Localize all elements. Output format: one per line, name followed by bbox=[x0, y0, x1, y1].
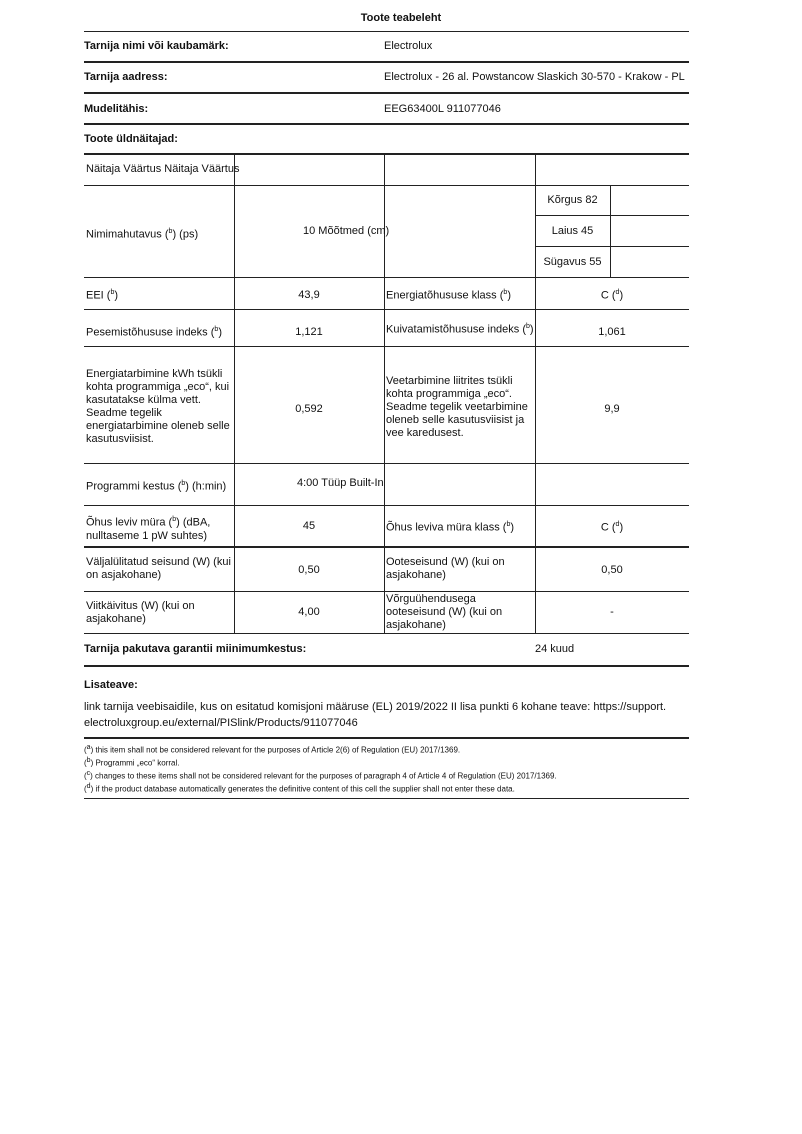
divider bbox=[84, 92, 689, 94]
eei-label: EEI ($^b$) bbox=[86, 289, 119, 302]
footnote-b: ($^b$) Programmi „eco“ korral. bbox=[84, 757, 180, 768]
drying-index-label: Kuivatamistõhususe indeks ($^b$) bbox=[386, 323, 534, 336]
energy-class-value: C ($^d$) bbox=[600, 289, 624, 302]
table-line bbox=[84, 277, 689, 278]
supplier-address: Electrolux - 26 al. Powstancow Slaskich 30-570 - Krakow - PL bbox=[384, 71, 685, 83]
supplier-address-label: Tarnija aadress: bbox=[84, 71, 168, 83]
general-parameters-label: Toote üldnäitajad: bbox=[84, 133, 178, 145]
table-line bbox=[84, 346, 689, 347]
energy-class-label: Energiatõhususe klass ($^b$) bbox=[386, 289, 511, 302]
table-line bbox=[84, 185, 689, 186]
model-identifier: EEG63400L 911077046 bbox=[384, 103, 501, 115]
model-label: Mudelitähis: bbox=[84, 103, 149, 115]
supplier-name: Electrolux bbox=[384, 40, 433, 52]
capacity-value: 10 Mõõtmed (cm) bbox=[303, 225, 390, 237]
divider bbox=[84, 798, 689, 799]
additional-info-text: link tarnija veebisaidile, kus on esitatud komisjoni määruse (EL) 2019/2022 II lisa punkti 6 kohane teave: https://support. electroluxgroup.eu/external/PISlink/Products/911077046 bbox=[84, 701, 667, 729]
divider bbox=[84, 123, 689, 125]
standby-label: Ooteseisund (W) (kui on asjakohane) bbox=[386, 556, 505, 581]
table-line bbox=[610, 185, 611, 277]
networked-standby-label: Võrguühendusega ooteseisund (W) (kui on asjakohane) bbox=[386, 593, 503, 631]
water-consumption-label: Veetarbimine liitrites tsükli kohta programmiga „eco“. Seadme tegelik veetarbimine oleneb selle kasutusviisist ja vee karedusest. bbox=[386, 375, 528, 439]
divider bbox=[84, 31, 689, 32]
divider bbox=[84, 61, 689, 63]
energy-consumption-label: Energiatarbimine kWh tsükli kohta programmiga „eco“, kui kasutatakse külma vett. Seadme tegelik energiatarbimine oleneb selle kasutusviisist. bbox=[86, 368, 230, 445]
noise-value: 45 bbox=[302, 520, 316, 532]
table-line bbox=[535, 246, 689, 247]
noise-class-label: Õhus leviva müra klass ($^b$) bbox=[386, 521, 515, 534]
divider bbox=[84, 737, 689, 739]
depth-value: Sügavus 55 bbox=[543, 256, 602, 268]
duration-label: Programmi kestus ($^b$) (h:min) bbox=[86, 480, 227, 493]
standby-value: 0,50 bbox=[601, 564, 623, 576]
guarantee-label: Tarnija pakutava garantii miinimumkestus: bbox=[84, 643, 307, 655]
noise-label: Õhus leviv müra ($^b$) (dBA, nulltaseme 1 pW suhtes) bbox=[86, 516, 211, 542]
drying-index-value: 1,061 bbox=[598, 326, 626, 338]
cleaning-index-label: Pesemistõhususe indeks ($^b$) bbox=[86, 326, 222, 339]
delay-start-value: 4,00 bbox=[298, 606, 320, 618]
table-line bbox=[535, 215, 689, 216]
water-consumption-value: 9,9 bbox=[604, 403, 620, 415]
table-line bbox=[84, 505, 689, 506]
table-line bbox=[84, 309, 689, 310]
table-line bbox=[84, 153, 689, 155]
table-line bbox=[84, 591, 689, 592]
energy-consumption-value: 0,592 bbox=[295, 403, 323, 415]
table-line bbox=[234, 154, 235, 634]
guarantee-value: 24 kuud bbox=[535, 643, 575, 655]
delay-start-label: Viitkäivitus (W) (kui on asjakohane) bbox=[86, 600, 195, 625]
supplier-name-label: Tarnija nimi või kaubamärk: bbox=[84, 40, 229, 52]
table-line bbox=[84, 633, 689, 634]
duration-value: 4:00 Tüüp Built-In bbox=[297, 477, 384, 489]
table-header: Näitaja Väärtus Näitaja Väärtus bbox=[86, 163, 240, 175]
page-title: Toote teabeleht bbox=[360, 12, 442, 24]
off-mode-label: Väljalülitatud seisund (W) (kui on asjakohane) bbox=[86, 556, 231, 581]
eei-value: 43,9 bbox=[298, 289, 320, 301]
footnote-d: ($^d$) if the product database automatically generates the definitive content of this cell the supplier shall not enter these data. bbox=[84, 783, 515, 794]
noise-class-value: C ($^d$) bbox=[600, 521, 624, 534]
table-line bbox=[84, 546, 689, 548]
networked-standby-value: - bbox=[610, 606, 614, 618]
width-value: Laius 45 bbox=[551, 225, 594, 237]
off-mode-value: 0,50 bbox=[298, 564, 320, 576]
divider bbox=[84, 665, 689, 667]
footnote-c: ($^c$) changes to these items shall not be considered relevant for the purposes of paragraph 4 of Article 4 of Regulation (EU) 2017/1369. bbox=[84, 770, 557, 781]
capacity-label: Nimimahutavus ($^b$) (ps) bbox=[86, 228, 199, 241]
height-value: Kõrgus 82 bbox=[547, 194, 598, 206]
cleaning-index-value: 1,121 bbox=[295, 326, 323, 338]
footnote-a: ($^a$) this item shall not be considered relevant for the purposes of Article 2(6) of Regulation (EU) 2017/1369. bbox=[84, 744, 461, 755]
additional-info-label: Lisateave: bbox=[84, 679, 138, 691]
table-line bbox=[84, 463, 689, 464]
